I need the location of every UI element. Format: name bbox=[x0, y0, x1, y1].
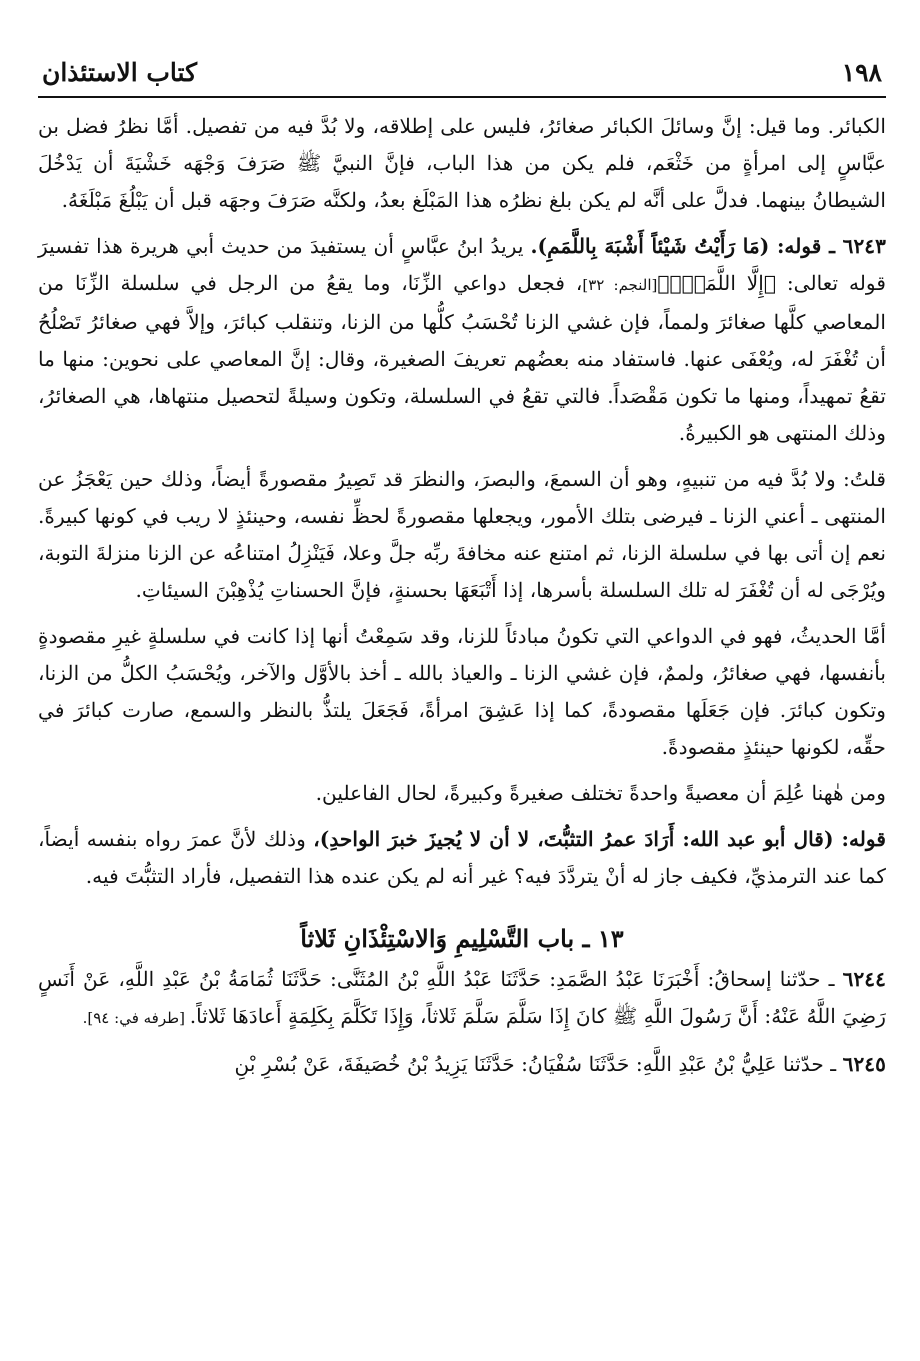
quran-citation: [النجم: ٣٢] bbox=[582, 276, 658, 294]
page-body bbox=[38, 108, 886, 1085]
paragraph-6 bbox=[38, 821, 886, 895]
paragraph-text: الكبائر. وما قيل: إنَّ وسائلَ الكبائر صغائرُ، فليس على إطلاقه، ولا بُدَّ فيه من تفصيل. أمَّا نظرُ فضل بن عبَّاسٍ إلى امرأةٍ من خَثْعَم، فلم يكن من هذا الباب، فإنَّ النبيَّ ﷺ صَرَفَ وَجْهَه خَشْيَةَ أن يَدْخُلَ الشيطانُ بينهما. فدلَّ على أنَّه لم يكن بلغ نظرُه هذا المَبْلَغ بعدُ، ولكنَّه صَرَفَ وجهَه قبل أن يَبْلُغَ مَبْلَغَهُ. bbox=[38, 114, 886, 212]
hadith-6244 bbox=[38, 961, 886, 1037]
page-header bbox=[38, 52, 886, 98]
hadith-text: ـ حدّثنا إسحاقُ: أَخْبَرَنَا عَبْدُ الصَّمَدِ: حَدَّثَنَا عَبْدُ اللَّهِ بْنُ المُثَنَّى: حَدَّثَنَا ثُمَامَةُ بْنُ عَبْدِ اللَّهِ، عَنْ أَنَسٍ رَضِيَ اللَّهُ عَنْهُ: أَنَّ رَسُولَ اللَّهِ ﷺ كانَ إِذَا سَلَّمَ سَلَّمَ ثَلاثاً، وَإِذَا تَكَلَّمَ بِكَلِمَةٍ أَعادَهَا ثَلاثاً. bbox=[38, 967, 886, 1028]
paragraph-text: قلتُ: ولا بُدَّ فيه من تنبيهٍ، وهو أن السمعَ، والبصرَ، والنظرَ قد تَصِيرُ مقصورةً أيضاً، وذلك حين يَعْجَزُ عن المنتهى ـ أعني الزنا ـ فيرضى بتلك الأمور، ويجعلها مقصورةً لحظِّ نفسه، وحينئذٍ لا ريب في كونها كبيرةً. نعم إن أتى بها في سلسلة الزنا، ثم امتنع عنه مخافةَ ربِّه جلَّ وعلا، فَيَنْزِلُ امتناعُه عن الزنا منزلةَ التوبة، ويُرْجَى له أن تُغْفَرَ له تلك السلسلة بأسرها، إذا أَتْبَعَهَا بحسنةٍ، فإنَّ الحسناتِ يُذْهِبْنَ السيئاتِ. bbox=[38, 467, 886, 602]
paragraph-lead: قوله: (قال أبو عبد الله: أَرَادَ عمرُ التثبُّتَ، لا أن لا يُجيزَ خبرَ الواحدِ)، bbox=[313, 827, 886, 851]
hadith-number: ٦٢٤٤ bbox=[842, 967, 886, 991]
paragraph-text: ومن هٰهنا عُلِمَ أن معصيةً واحدةً تختلف صغيرةً وكبيرةً، لحال الفاعلين. bbox=[315, 781, 886, 805]
paragraph-text: يريدُ ابنُ عبَّاسٍ أن يستفيدَ من حديث أبي هريرة هذا تفسيرَ قوله تعالى: ﴿إِلَّا اللَّمَمَۚ﴾ bbox=[38, 234, 886, 295]
book-page bbox=[38, 52, 886, 1342]
paragraph-text: وذلك لأنَّ عمرَ رواه بنفسه أيضاً، كما عند الترمذيِّ، فكيف جاز له أنْ يتردَّدَ فيه؟ غير أنه لم يكن عنده هذا التفصيل، فأراد التثبُّتَ فيه. bbox=[38, 827, 886, 888]
section-heading: ١٣ ـ باب التَّسْلِيمِ وَالاسْتِئْذَانِ ثَلاثاً bbox=[300, 924, 624, 953]
paragraph-3 bbox=[38, 461, 886, 609]
paragraph-lead: ٦٢٤٣ ـ قوله: (مَا رَأَيْتُ شَيْئاً أَشْبَهَ بِاللَّمَمِ). bbox=[530, 234, 886, 258]
hadith-number: ٦٢٤٥ bbox=[842, 1052, 886, 1076]
paragraph-1 bbox=[38, 108, 886, 219]
hadith-text: ـ حدّثنا عَلِيُّ بْنُ عَبْدِ اللَّهِ: حَدَّثَنَا سُفْيَانُ: حَدَّثَنَا يَزِيدُ بْنُ خُصَيفَةَ، عَنْ بُسْرِ بْنِ bbox=[234, 1052, 843, 1076]
page-number: ١٩٨ bbox=[841, 57, 882, 87]
paragraph-text-continued: ، فجعل دواعي الزِّنَا، وما يقعُ من الرجل في سلسلة الزِّنَا من المعاصي كلَّها صغائرَ ولمماً، فإن غشي الزنا تُحْسَبُ كلُّها من الزنا، وتنقلب كبائرَ، وإلاَّ فهي صغائرُ تَصْلُحُ أن تُغْفَرَ له، ويُعْفَى عنها. فاستفاد منه بعضُهم تعريفَ الصغيرة، وقال: إنَّ المعاصي على نحوين: منها ما تقعُ تمهيداً، ومنها ما تكون مَقْصَداً. فالتي تقعُ في السلسلة، وتكون وسيلةً لتحصيل منتهاها، هي الصغائرُ، وذلك المنتهى هو الكبيرةُ. bbox=[38, 271, 886, 445]
book-title: كتاب الاستئذان bbox=[42, 57, 197, 87]
paragraph-5 bbox=[38, 775, 886, 812]
paragraph-text: أمَّا الحديثُ، فهو في الدواعي التي تكونُ مبادئاً للزنا، وقد سَمِعْتُ أنها إذا كانت في سلسلةٍ غيرِ مقصودةٍ بأنفسها، فهي صغائرُ، ولممٌ، فإن غشي الزنا ـ والعياذ بالله ـ أخذ بالأوَّل والآخر، ويُحْسَبُ الكلُّ من الزنا، وتكون كبائرَ. فإن جَعَلَها مقصودةً، كما إذا عَشِقَ امرأةً، فَجَعَلَ يلتذُّ بالنظر والسمع، صارت كبائرَ في حقِّه، لكونها حينئذٍ مقصودةً. bbox=[38, 624, 886, 759]
hadith-reference: [طرفه في: ٩٤]. bbox=[82, 1009, 190, 1027]
paragraph-4 bbox=[38, 618, 886, 766]
paragraph-2 bbox=[38, 228, 886, 452]
hadith-6245 bbox=[38, 1046, 886, 1085]
